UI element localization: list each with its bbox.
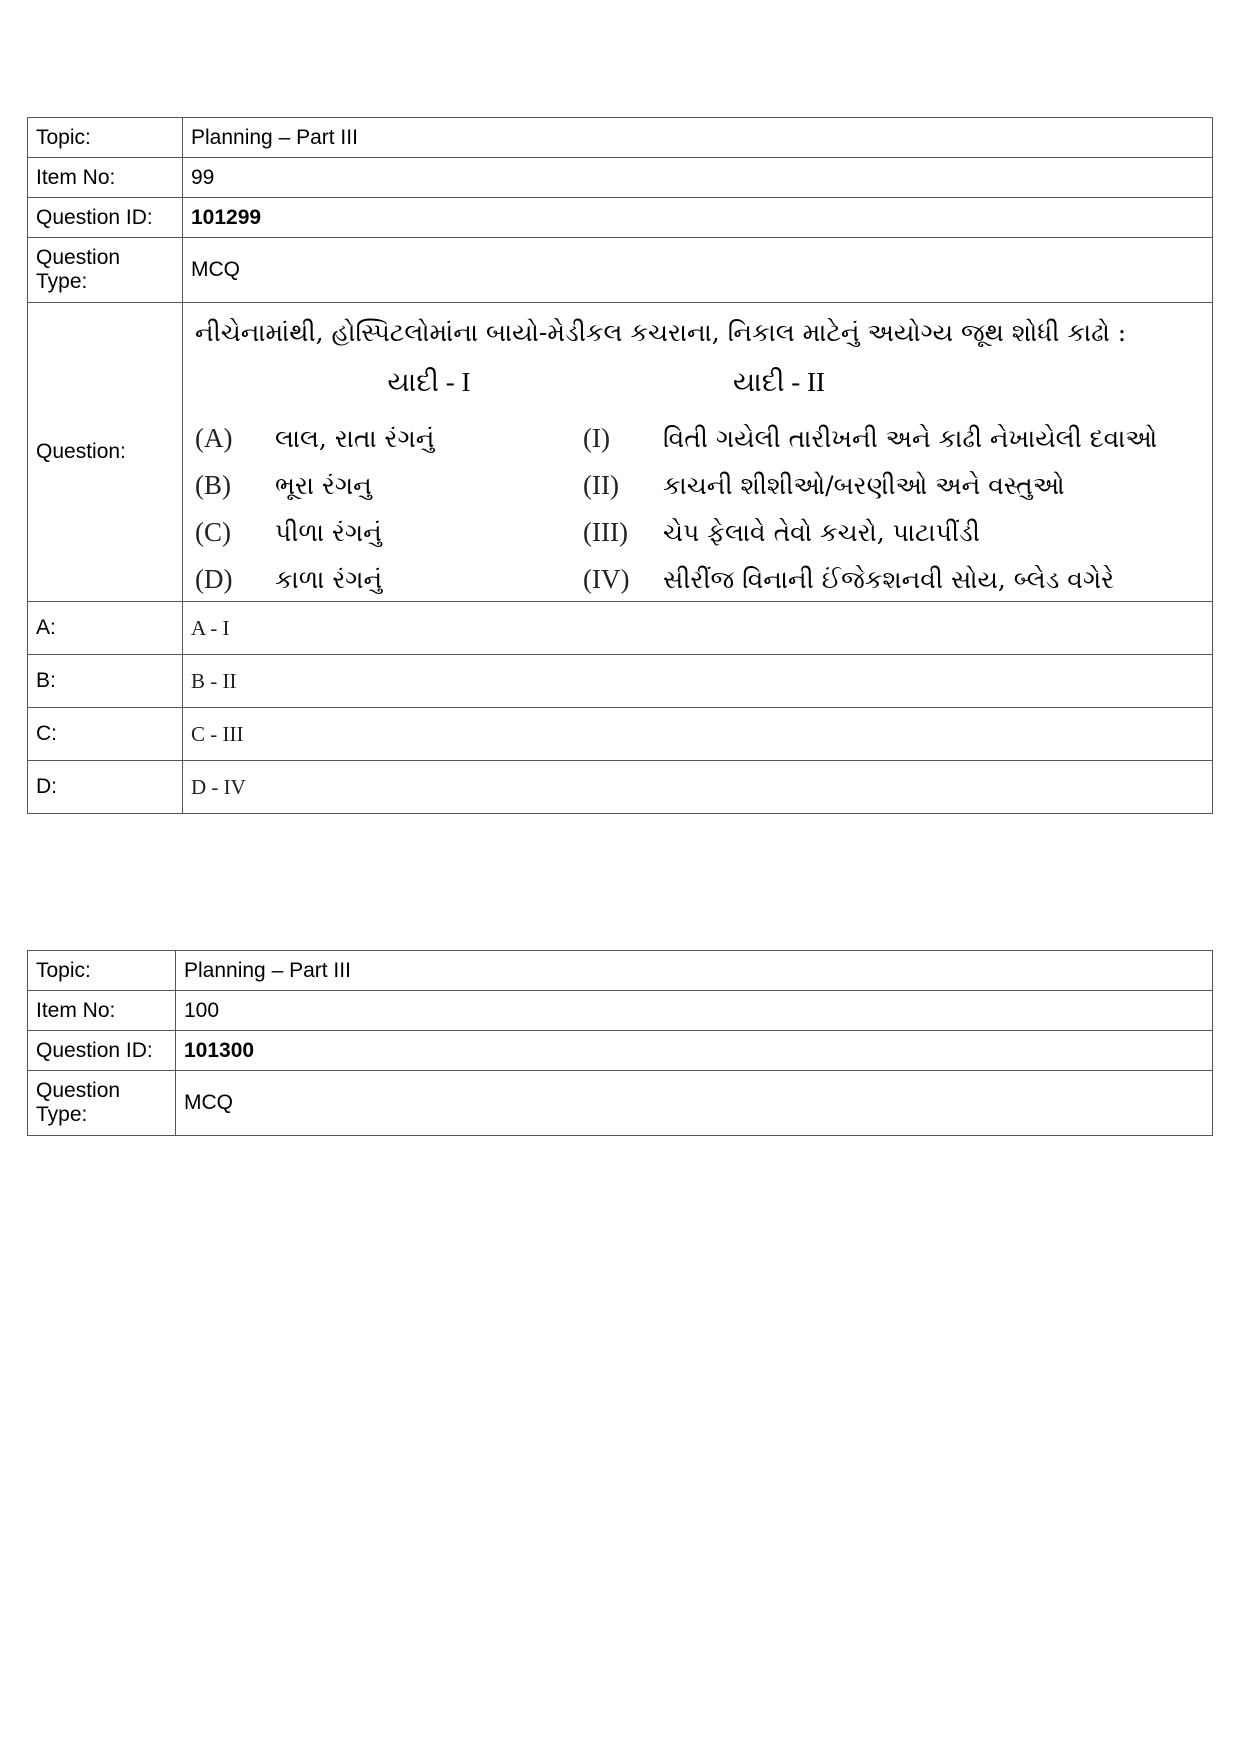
topic-label: Topic: [28,118,183,158]
option-b-label: B: [28,655,183,708]
list-2-key: (III) [583,517,628,547]
option-c-label: C: [28,708,183,761]
list-2-key: (II) [583,470,619,500]
list-2-key: (I) [583,423,610,453]
list-2-item: કાચની શીશીઓ/બરણીઓ અને વસ્તુઓ [663,470,1065,500]
list-2-item: વિતી ગયેલી તારીખની અને કાઢી નેખાયેલી દવાઓ [663,423,1158,453]
list-1-key: (B) [195,470,231,500]
item-no-value: 100 [176,991,1213,1031]
item-no-label: Item No: [28,158,183,198]
question-id-value: 101299 [183,198,1213,238]
item-no-label: Item No: [28,991,176,1031]
question-table-99 [27,117,1213,814]
option-a-value: A - I [183,602,1213,655]
question-table-100 [27,950,1213,1136]
topic-label: Topic: [28,951,176,991]
list-2-header: યાદી - II [733,367,826,397]
option-b-value: B - II [183,655,1213,708]
match-lists [195,367,1202,595]
list-1-key: (D) [195,564,233,594]
list-1-header: યાદી - I [387,367,471,397]
list-2-item: ચેપ ફેલાવે તેવો કચરો, પાટાપીંડી [663,517,980,547]
list-2-key: (IV) [583,564,630,594]
question-type-label: Question Type: [28,238,183,303]
question-id-label: Question ID: [28,1031,176,1071]
topic-value: Planning – Part III [176,951,1213,991]
list-1-item: પીળા રંગનું [275,517,382,547]
option-c-value: C - III [183,708,1213,761]
option-d-value: D - IV [183,761,1213,814]
list-1-item: લાલ, રાતા રંગનું [275,423,435,453]
list-1-key: (C) [195,517,231,547]
question-text: નીચેનામાંથી, હોસ્પિટલોમાંના બાયો-મેડીકલ કચરાના, નિકાલ માટેનું અયોગ્ય જૂથ શોધી કાઢો : [195,318,1127,347]
question-body [183,303,1213,602]
question-id-label: Question ID: [28,198,183,238]
topic-value: Planning – Part III [183,118,1213,158]
question-label: Question: [28,303,183,602]
list-2-item: સીરીંજ વિનાની ઈંજેકશનવી સોય, બ્લેડ વગેરે [663,564,1115,594]
question-type-value: MCQ [183,238,1213,303]
option-a-label: A: [28,602,183,655]
list-1-item: કાળા રંગનું [275,564,383,594]
option-d-label: D: [28,761,183,814]
list-1-key: (A) [195,423,233,453]
item-no-value: 99 [183,158,1213,198]
list-1-item: ભૂરા રંગનુ [275,470,372,500]
question-type-label: Question Type: [28,1071,176,1136]
question-id-value: 101300 [176,1031,1213,1071]
question-type-value: MCQ [176,1071,1213,1136]
